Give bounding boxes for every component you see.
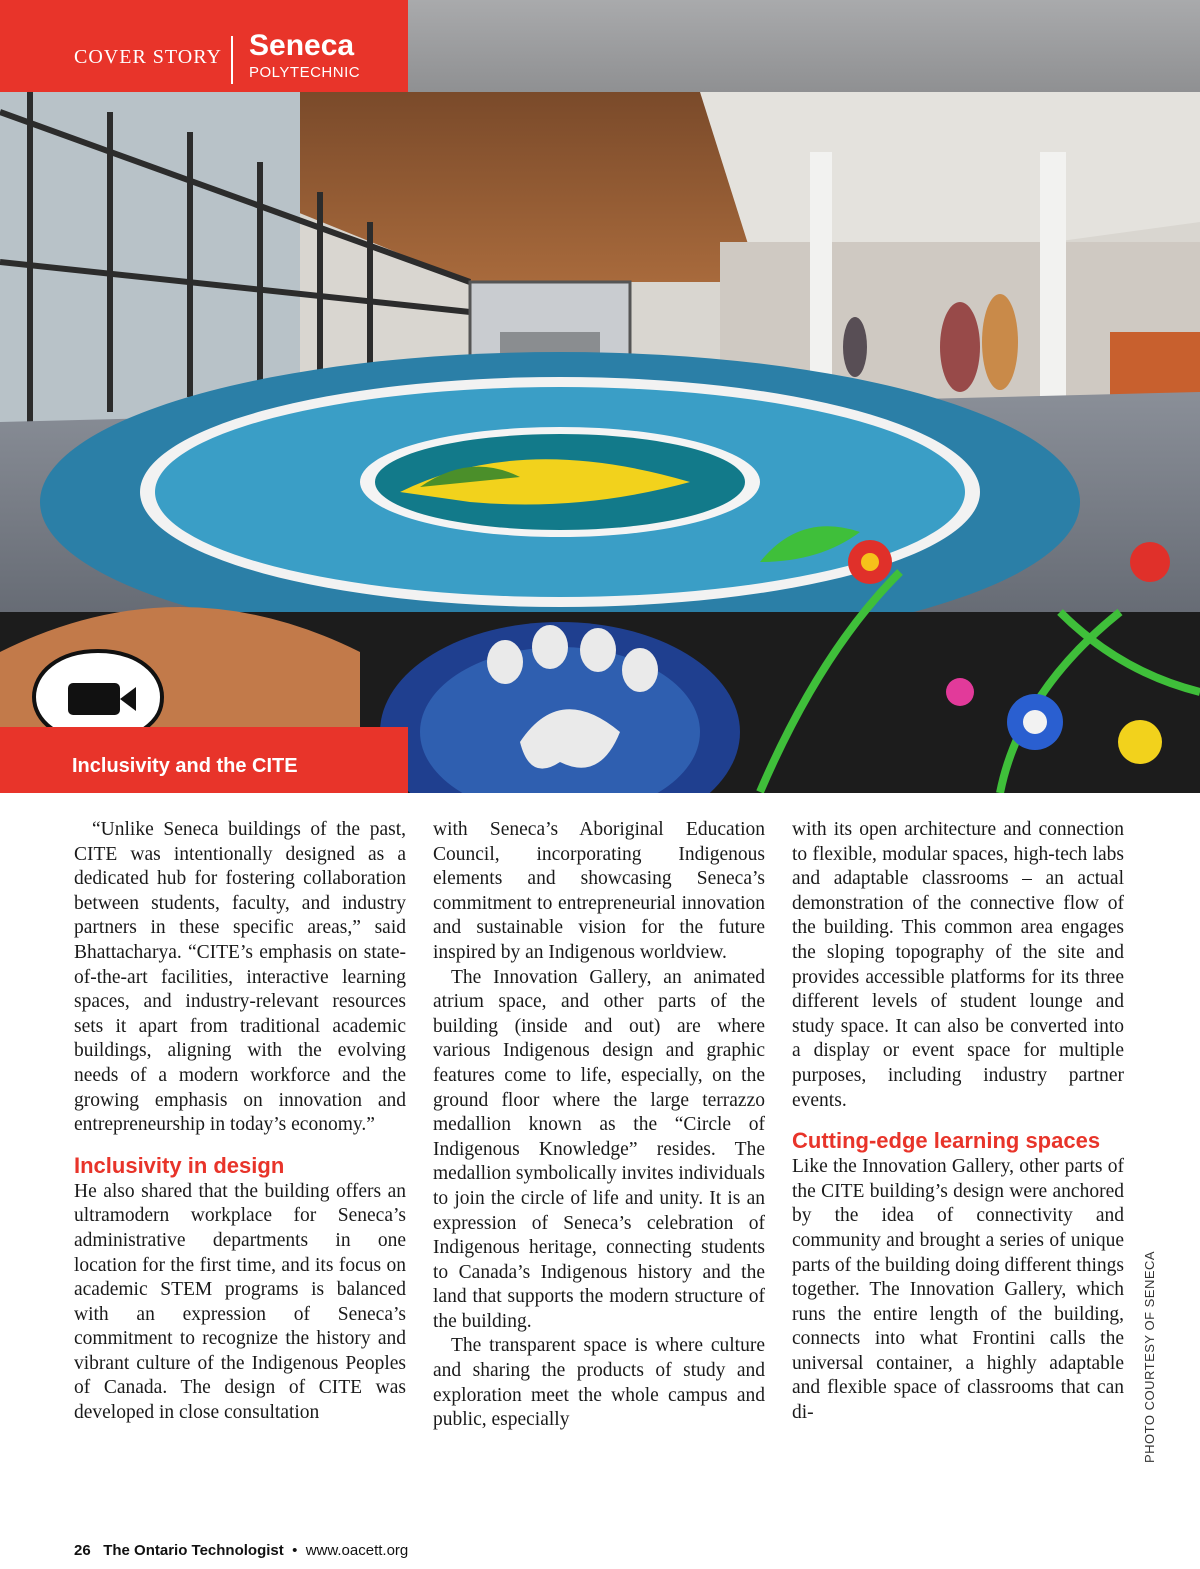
article-paragraph: The Innovation Gallery, an animated atrium space, and other parts of the building (inside and out) are where various Indigenous design and graphic features come to life, especially, on the ground floor where the large terrazzo medallion known as the “Circle of Indigenous Knowledge” resides. The medallion symbolically invites individuals to join the circle of life and unity. It is an expression of Seneca’s celebration of Indigenous heritage, connecting students to Canada’s Indigenous history and the land that supports the modern structure of the building. <box>433 966 766 1332</box>
article-column-3 <box>792 818 1124 1426</box>
section-label: COVER STORY <box>74 46 222 68</box>
photo-caption: Inclusivity and the CITE <box>72 755 298 777</box>
subhead-learning-spaces: Cutting-edge learning spaces <box>792 1128 1101 1154</box>
publication-name: The Ontario Technologist <box>103 1542 284 1559</box>
brand-logo-sub: POLYTECHNIC <box>249 64 361 81</box>
article-paragraph: The transparent space is where culture and sharing the products of study and exploration meet the whole campus and public, especially <box>433 1335 765 1431</box>
article-paragraph: with Seneca’s Aboriginal Education Council, incorporating Indigenous elements and showcasing Seneca’s commitment to entrepreneurial innovation and sustainable vision for the future inspired by an Indigenous worldview. <box>433 819 765 963</box>
article-column-2 <box>433 818 765 1433</box>
subhead-inclusivity: Inclusivity in design <box>74 1152 285 1178</box>
article-paragraph: Like the Innovation Gallery, other parts of the CITE building’s design were anchored by the idea of connectivity and community and brought a series of unique parts of the building doing different things together. The Innovation Gallery, which runs the entire length of the building, connects into what Frontini calls the universal container, a highly adaptable and flexible space of classrooms that can di- <box>792 1156 1124 1424</box>
article-paragraph: He also shared that the building offers an ultramodern workplace for Seneca’s administrative departments in one location for the first time, and its focus on academic STEM programs is balanced with an expression of Seneca’s commitment to recognize the history and vibrant culture of the Indigenous Peoples of Canada. The design of CITE was developed in close consultation <box>74 1180 406 1424</box>
atrium-photo <box>0 92 1200 793</box>
brand-logo-name: Seneca <box>249 29 355 62</box>
atrium-photo-illustration <box>0 92 1200 793</box>
article-paragraph: with its open architecture and connection to flexible, modular spaces, high-tech labs and adaptable classrooms – an actual demonstration of the connective flow of the building. This common area engages the sloping topography of the site and provides accessible platforms for its three different levels of student lounge and study space. It can also be converted into a display or event space for multiple purposes, including industry partner events. <box>792 819 1124 1111</box>
header-gray-band <box>408 0 1200 92</box>
photo-credit: PHOTO COURTESY OF SENECA <box>1142 1250 1157 1463</box>
footer-bullet: • <box>292 1542 298 1559</box>
article-paragraph: “Unlike Seneca buildings of the past, CITE was intentionally designed as a dedicated hub for fostering collaboration between students, faculty, and industry partners in these specific areas,” said Bhattacharya. “CITE’s emphasis on state-of-the-art facilities, interactive learning spaces, and industry-relevant resources sets it apart from traditional academic buildings, aligning with the evolving needs of a modern workforce and the growing emphasis on innovation and entrepreneurship in today’s economy.” <box>74 819 406 1136</box>
footer-url[interactable]: www.oacett.org <box>305 1542 409 1559</box>
page-number: 26 <box>74 1542 91 1559</box>
page-footer <box>74 1542 408 1559</box>
brand-divider <box>231 36 233 84</box>
article-column-1 <box>74 818 406 1426</box>
